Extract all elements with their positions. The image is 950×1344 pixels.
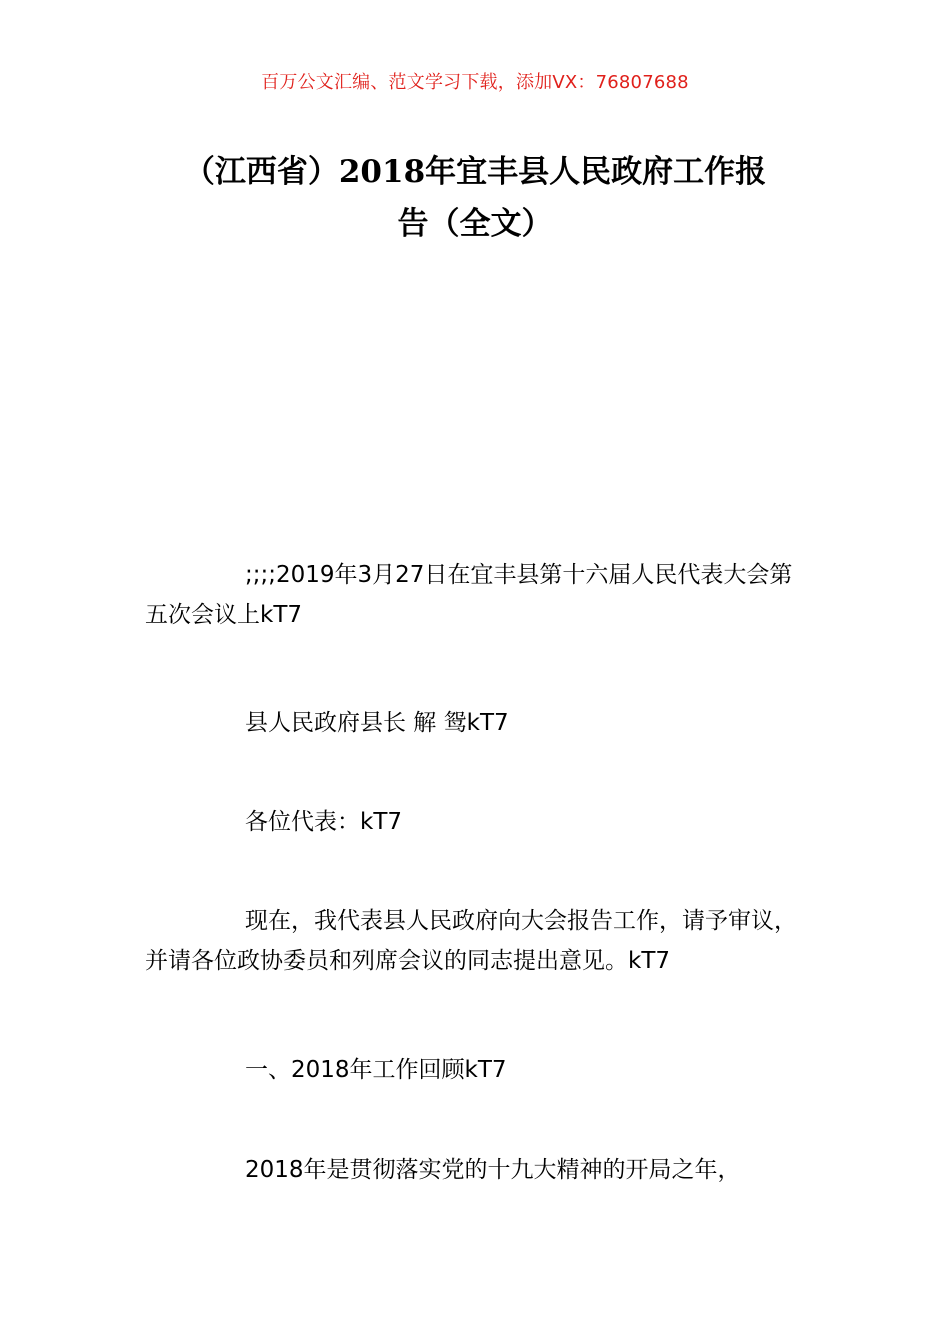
header-watermark-note: 百万公文汇编、范文学习下载，添加VX：76807688 bbox=[261, 72, 689, 93]
document-title bbox=[130, 146, 820, 250]
body-paragraph: 2018年是贯彻落实党的十九大精神的开局之年， bbox=[245, 1157, 741, 1183]
speaker-line: 县人民政府县长 解 鸳kT7 bbox=[245, 710, 509, 736]
document-title-line-1: （江西省）2018年宜丰县人民政府工作报 bbox=[183, 154, 767, 190]
section-heading: 一、2018年工作回顾kT7 bbox=[245, 1057, 507, 1083]
meeting-info-paragraph: ;;;;2019年3月27日在宜丰县第十六届人民代表大会第五次会议上kT7 bbox=[145, 562, 793, 628]
salutation-line: 各位代表：kT7 bbox=[245, 809, 403, 835]
intro-paragraph: 现在，我代表县人民政府向大会报告工作，请予审议，并请各位政协委员和列席会议的同志提出意见。kT7 bbox=[145, 908, 797, 974]
document-title-line-2: 告（全文） bbox=[397, 206, 553, 242]
